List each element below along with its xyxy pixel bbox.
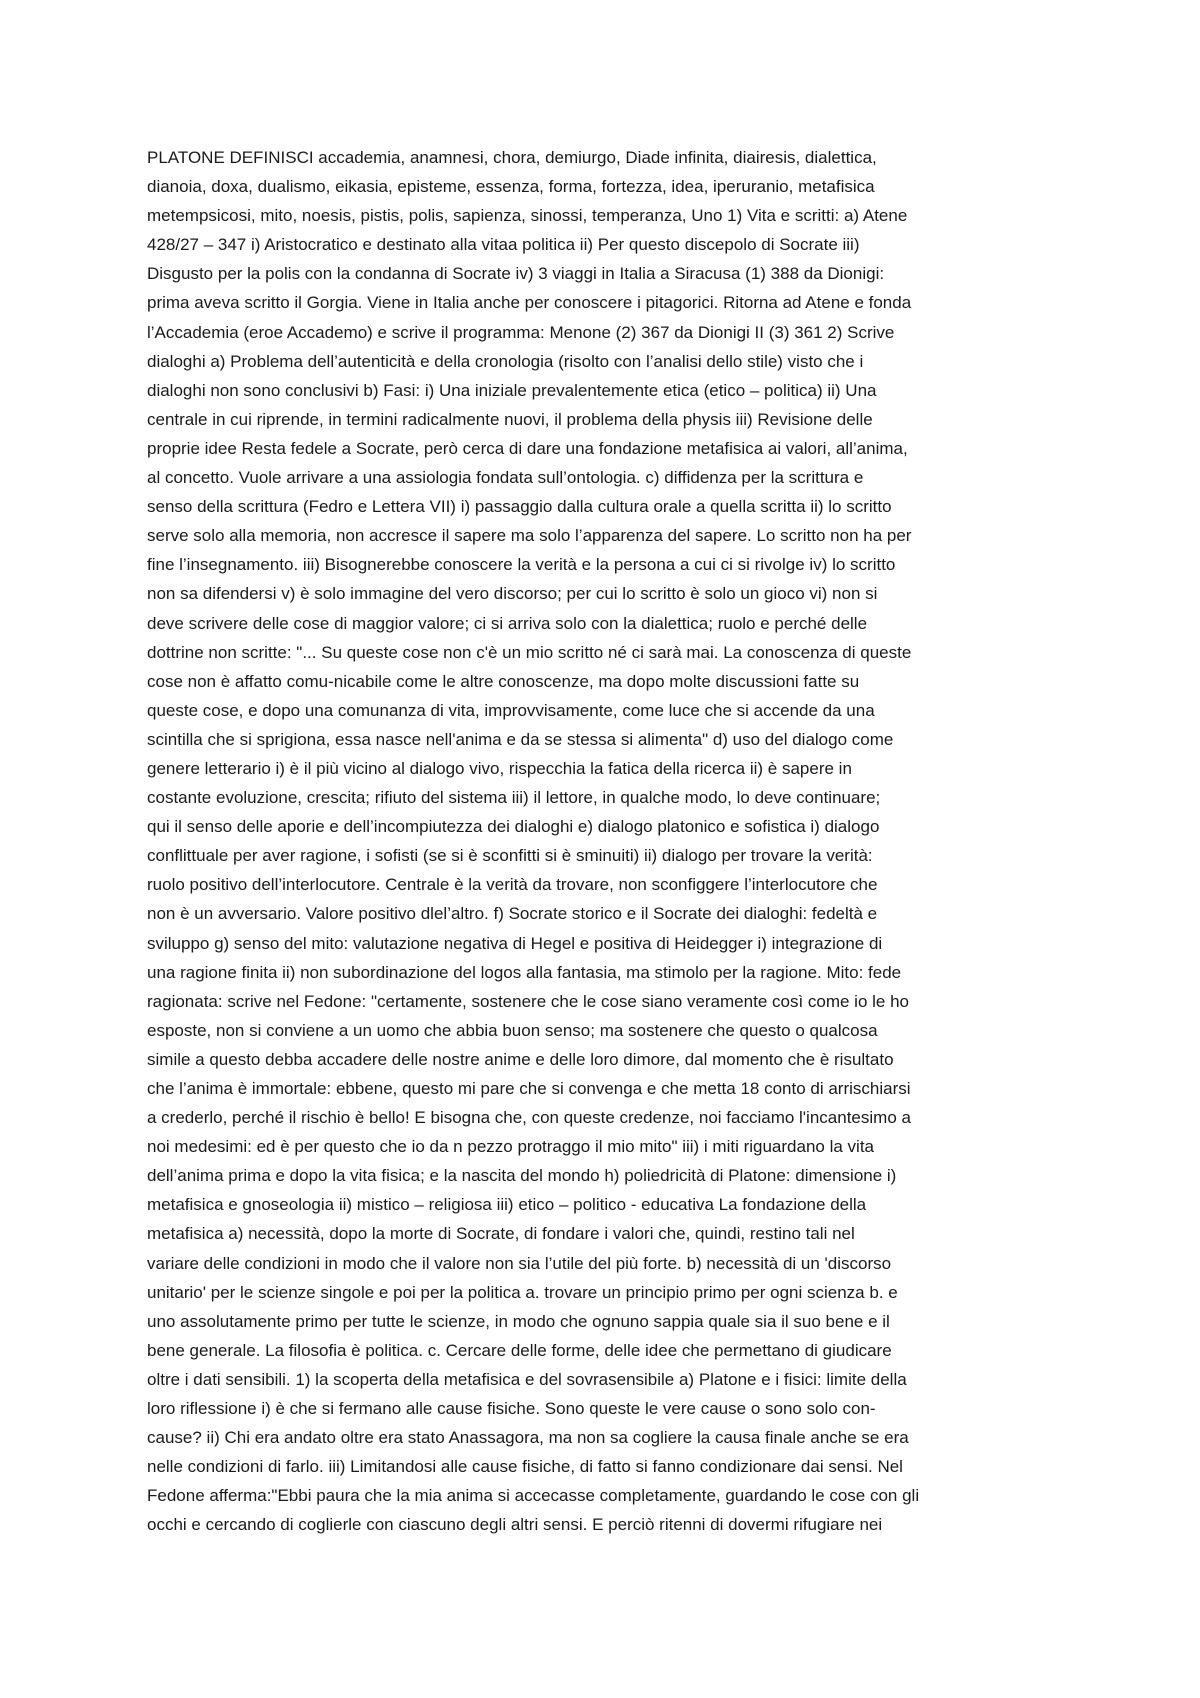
text-line: senso della scrittura (Fedro e Lettera VII) i) passaggio dalla cultura orale a quella scritta ii) lo scritto bbox=[147, 497, 892, 517]
text-line: dottrine non scritte: "... Su queste cose non c'è un mio scritto né ci sarà mai. La conoscenza di queste bbox=[147, 642, 912, 662]
text-line: variare delle condizioni in modo che il valore non sia l’utile del più forte. b) necessità di un 'discorso bbox=[147, 1253, 892, 1273]
text-line: dialoghi a) Problema dell’autenticità e della cronologia (risolto con l’analisi dello stile) visto che i bbox=[147, 351, 864, 371]
text-line: serve solo alla memoria, non accresce il sapere ma solo l’apparenza del sapere. Lo scritto non ha per bbox=[147, 526, 912, 546]
text-line: ragionata: scrive nel Fedone: "certamente, sostenere che le cose siano veramente così come io le ho bbox=[147, 991, 910, 1011]
text-line: loro riflessione i) è che si fermano alle cause fisiche. Sono queste le vere cause o sono solo con- bbox=[147, 1399, 876, 1419]
text-line: che l’anima è immortale: ebbene, questo mi pare che si convenga e che metta 18 conto di arrischiarsi bbox=[147, 1079, 911, 1098]
text-line: dianoia, doxa, dualismo, eikasia, episteme, essenza, forma, fortezza, idea, iperuranio, metafisica bbox=[147, 177, 875, 197]
text-line: a crederlo, perché il rischio è bello! E bisogna che, con queste credenze, noi facciamo l'incantesimo a bbox=[147, 1108, 911, 1128]
text-line: queste cose, e dopo una comunanza di vita, improvvisamente, come luce che si accende da una bbox=[147, 700, 875, 720]
text-line: cose non è affatto comu-nicabile come le altre conoscenze, ma dopo molte discussioni fatte su bbox=[147, 671, 860, 691]
text-line: esposte, non si conviene a un uomo che abbia buon senso; ma sostenere che questo o qualcosa bbox=[147, 1020, 878, 1040]
text-line: dell’anima prima e dopo la vita fisica; e la nascita del mondo h) poliedricità di Platone: dimensione i) bbox=[147, 1166, 897, 1186]
text-line: al concetto. Vuole arrivare a una assiologia fondata sull’ontologia. c) diffidenza per la scrittura e bbox=[147, 468, 864, 488]
text-line: Disgusto per la polis con la condanna di Socrate iv) 3 viaggi in Italia a Siracusa (1) 388 da Dionigi: bbox=[147, 264, 885, 284]
text-line: non sa difendersi v) è solo immagine del vero discorso; per cui lo scritto è solo un gioco vi) non si bbox=[147, 584, 878, 604]
text-line: costante evoluzione, crescita; rifiuto del sistema iii) il lettore, in qualche modo, lo deve continuare; bbox=[147, 788, 881, 808]
text-line: non è un avversario. Valore positivo dlel’altro. f) Socrate storico e il Socrate dei dialoghi: fedeltà e bbox=[147, 904, 878, 924]
text-line: oltre i dati sensibili. 1) la scoperta della metafisica e del sovrasensibile a) Platone e i fisici: limite della bbox=[147, 1369, 907, 1389]
text-line: metafisica a) necessità, dopo la morte di Socrate, di fondare i valori che, quindi, restino tali nel bbox=[147, 1224, 855, 1244]
text-line: sviluppo g) senso del mito: valutazione negativa di Hegel e positiva di Heidegger i) integrazione di bbox=[147, 933, 883, 953]
text-line: l’Accademia (eroe Accademo) e scrive il programma: Menone (2) 367 da Dionigi II (3) 361 2) Scrive bbox=[147, 322, 895, 342]
text-line: uno assolutamente primo per tutte le scienze, in modo che ognuno sappia quale sia il suo bene e il bbox=[147, 1311, 890, 1331]
text-line: noi medesimi: ed è per questo che io da n pezzo protraggo il mio mito" iii) i miti riguardano la vita bbox=[147, 1137, 874, 1157]
text-line: PLATONE DEFINISCI accademia, anamnesi, chora, demiurgo, Diade infinita, diairesis, dialettica, bbox=[147, 148, 877, 167]
body-text bbox=[147, 143, 1067, 1540]
text-line: simile a questo debba accadere delle nostre anime e delle loro dimore, dal momento che è risultato bbox=[147, 1049, 894, 1069]
text-line: dialoghi non sono conclusivi b) Fasi: i) Una iniziale prevalentemente etica (etico – politica) ii) Una bbox=[147, 380, 877, 400]
text-line: ruolo positivo dell’interlocutore. Centrale è la verità da trovare, non sconfiggere l’interlocutore che bbox=[147, 875, 878, 895]
text-line: metempsicosi, mito, noesis, pistis, polis, sapienza, sinossi, temperanza, Uno 1) Vita e scritti: a) Atene bbox=[147, 206, 908, 226]
text-line: proprie idee Resta fedele a Socrate, però cerca di dare una fondazione metafisica ai valori, all’anima, bbox=[147, 438, 908, 458]
text-line: centrale in cui riprende, in termini radicalmente nuovi, il problema della physis iii) Revisione delle bbox=[147, 409, 873, 429]
text-line: cause? ii) Chi era andato oltre era stato Anassagora, ma non sa cogliere la causa finale anche se era bbox=[147, 1428, 909, 1448]
text-line: 428/27 – 347 i) Aristocratico e destinato alla vitaa politica ii) Per questo discepolo di Socrate iii) bbox=[147, 235, 860, 255]
text-line: bene generale. La filosofia è politica. c. Cercare delle forme, delle idee che permettano di giudicare bbox=[147, 1340, 892, 1360]
text-line: prima aveva scritto il Gorgia. Viene in Italia anche per conoscere i pitagorici. Ritorna ad Atene e fonda bbox=[147, 293, 912, 313]
text-line: conflittuale per aver ragione, i sofisti (se si è sconfitti si è sminuiti) ii) dialogo per trovare la verità: bbox=[147, 846, 873, 866]
text-line: nelle condizioni di farlo. iii) Limitandosi alle cause fisiche, di fatto si fanno condizionare dai sensi. Nel bbox=[147, 1457, 903, 1477]
text-line: deve scrivere delle cose di maggior valore; ci si arriva solo con la dialettica; ruolo e perché delle bbox=[147, 613, 868, 633]
text-line: una ragione finita ii) non subordinazione del logos alla fantasia, ma stimolo per la ragione. Mito: fede bbox=[147, 962, 902, 982]
text-line: unitario' per le scienze singole e poi per la politica a. trovare un principio primo per ogni scienza b. e bbox=[147, 1282, 898, 1302]
text-line: fine l’insegnamento. iii) Bisognerebbe conoscere la verità e la persona a cui ci si rivolge iv) lo scritto bbox=[147, 555, 896, 575]
text-line: genere letterario i) è il più vicino al dialogo vivo, rispecchia la fatica della ricerca ii) è sapere in bbox=[147, 758, 852, 778]
text-line: metafisica e gnoseologia ii) mistico – religiosa iii) etico – politico - educativa La fondazione della bbox=[147, 1195, 867, 1215]
text-line: scintilla che si sprigiona, essa nasce nell'anima e da se stessa si alimenta" d) uso del dialogo come bbox=[147, 729, 894, 749]
text-line: qui il senso delle aporie e dell’incompiutezza dei dialoghi e) dialogo platonico e sofistica i) dialogo bbox=[147, 817, 880, 837]
text-line: occhi e cercando di coglierle con ciascuno degli altri sensi. E perciò ritenni di dovermi rifugiare nei bbox=[147, 1515, 883, 1535]
text-line: Fedone afferma:"Ebbi paura che la mia anima si accecasse completamente, guardando le cose con gli bbox=[147, 1486, 920, 1506]
